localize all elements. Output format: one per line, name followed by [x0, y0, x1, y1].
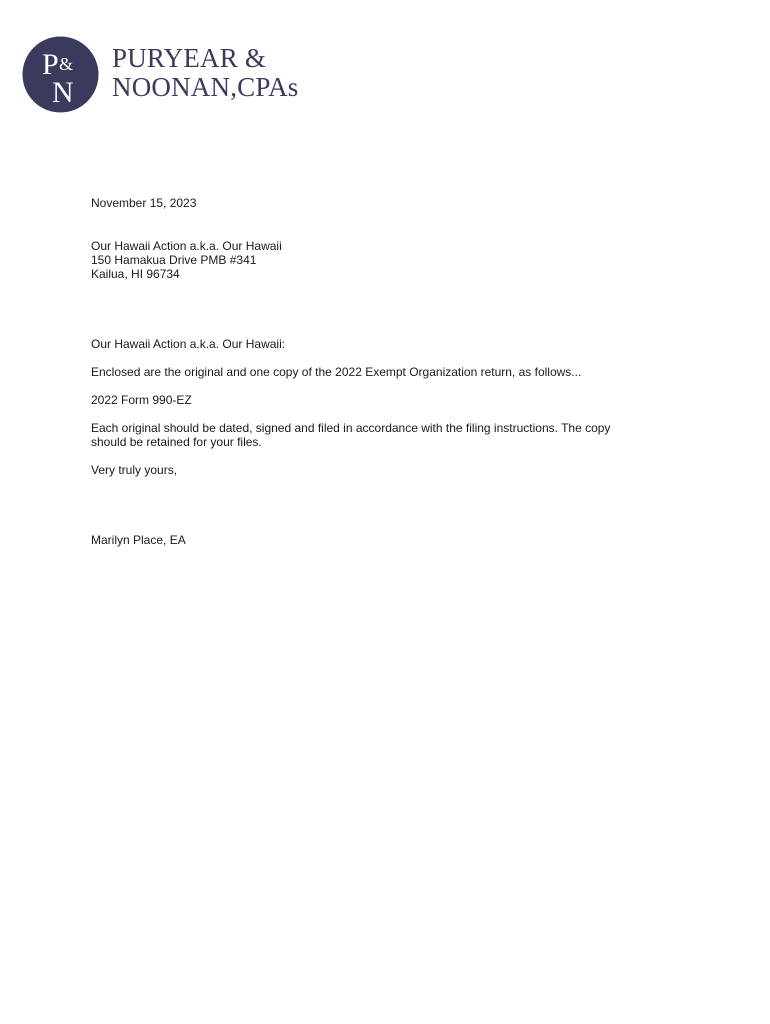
recipient-address — [91, 239, 671, 281]
firm-logo — [22, 36, 99, 113]
instructions-line: Each original should be dated, signed and filed in accordance with the filing instructions. The copy — [91, 421, 611, 435]
instructions-paragraph — [91, 421, 671, 449]
firm-name — [112, 44, 299, 102]
address-line: Kailua, HI 96734 — [91, 267, 180, 281]
instructions-line: should be retained for your files. — [91, 435, 262, 449]
firm-name-line1: PURYEAR & — [112, 43, 267, 73]
address-line: 150 Hamakua Drive PMB #341 — [91, 253, 257, 267]
closing: Very truly yours, — [91, 463, 178, 477]
firm-name-line2: NOONAN,CPAs — [112, 72, 299, 102]
letter-date: November 15, 2023 — [91, 196, 197, 210]
logo-letter-n: N — [52, 76, 74, 109]
enclosure-paragraph: Enclosed are the original and one copy of the 2022 Exempt Organization return, as follows... — [91, 365, 582, 379]
logo-letter-p: P — [42, 48, 59, 81]
form-name: 2022 Form 990-EZ — [91, 393, 192, 407]
logo-ampersand: & — [59, 54, 74, 74]
letter-body — [91, 196, 671, 547]
signer-name: Marilyn Place, EA — [91, 533, 186, 547]
salutation: Our Hawaii Action a.k.a. Our Hawaii: — [91, 337, 286, 351]
letterhead — [22, 36, 342, 116]
address-line: Our Hawaii Action a.k.a. Our Hawaii — [91, 239, 282, 253]
